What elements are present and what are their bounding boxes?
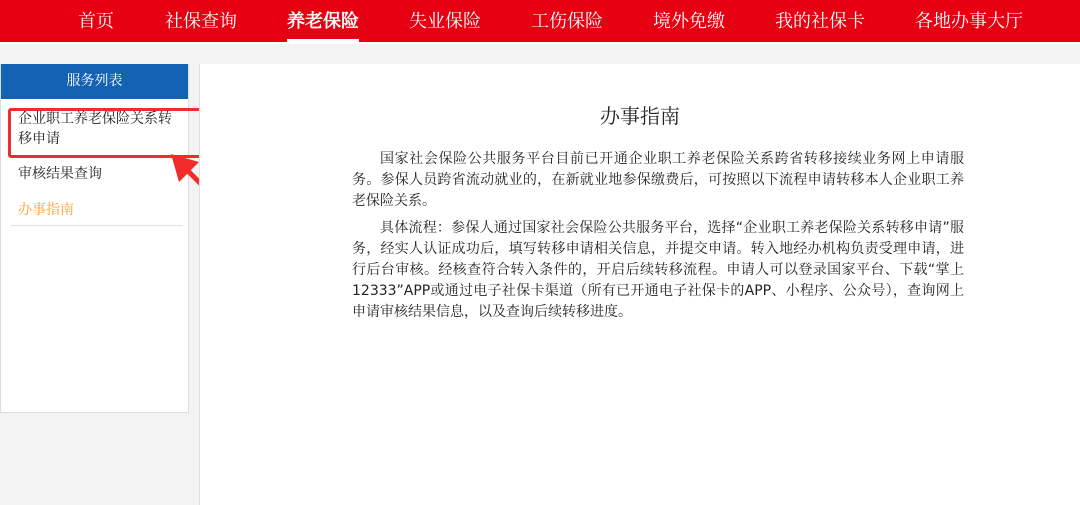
nav-work-injury-insurance[interactable]: 工伤保险 [531, 11, 603, 32]
guide-paragraph-process: 具体流程：参保人通过国家社会保险公共服务平台，选择“企业职工养老保险关系转移申请”服务，经实人认证成功后，填写转移申请相关信息，并提交申请。转入地经办机构负责受理申请，进行后台审核。经核查符合转入条件的，开启后续转移流程。申请人可以登录国家平台、下载“掌上12333”APP或通过电子社保卡渠道（所有已开通电子社保卡的APP、小程序、公众号），查询网上申请审核结果信息，以及查询后续转移进度。 [352, 220, 964, 320]
nav-unemployment-insurance[interactable]: 失业保险 [409, 11, 481, 32]
sidebar-header: 服务列表 [1, 64, 188, 99]
nav-local-service-halls[interactable]: 各地办事大厅 [915, 11, 1023, 32]
top-navigation [0, 0, 1080, 44]
main-content [199, 64, 1080, 505]
sidebar-item-transfer-application[interactable]: 企业职工养老保险关系转移申请 [18, 111, 172, 147]
nav-home[interactable]: 首页 [78, 11, 114, 32]
sidebar-divider [11, 225, 183, 226]
guide-paragraph-intro: 国家社会保险公共服务平台目前已开通企业职工养老保险关系跨省转移接续业务网上申请服务。参保人员跨省流动就业的，在新就业地参保缴费后，可按照以下流程申请转移本人企业职工养老保险关系。 [352, 151, 964, 209]
nav-overseas-exemption[interactable]: 境外免缴 [653, 11, 725, 32]
nav-social-insurance-query[interactable]: 社保查询 [165, 11, 237, 32]
nav-pension-insurance[interactable]: 养老保险 [287, 0, 359, 44]
sidebar-item-review-result-query[interactable]: 审核结果查询 [18, 166, 102, 182]
nav-my-social-security-card[interactable]: 我的社保卡 [775, 11, 865, 32]
sidebar-item-service-guide[interactable]: 办事指南 [18, 202, 74, 218]
page-title: 办事指南 [600, 104, 680, 128]
